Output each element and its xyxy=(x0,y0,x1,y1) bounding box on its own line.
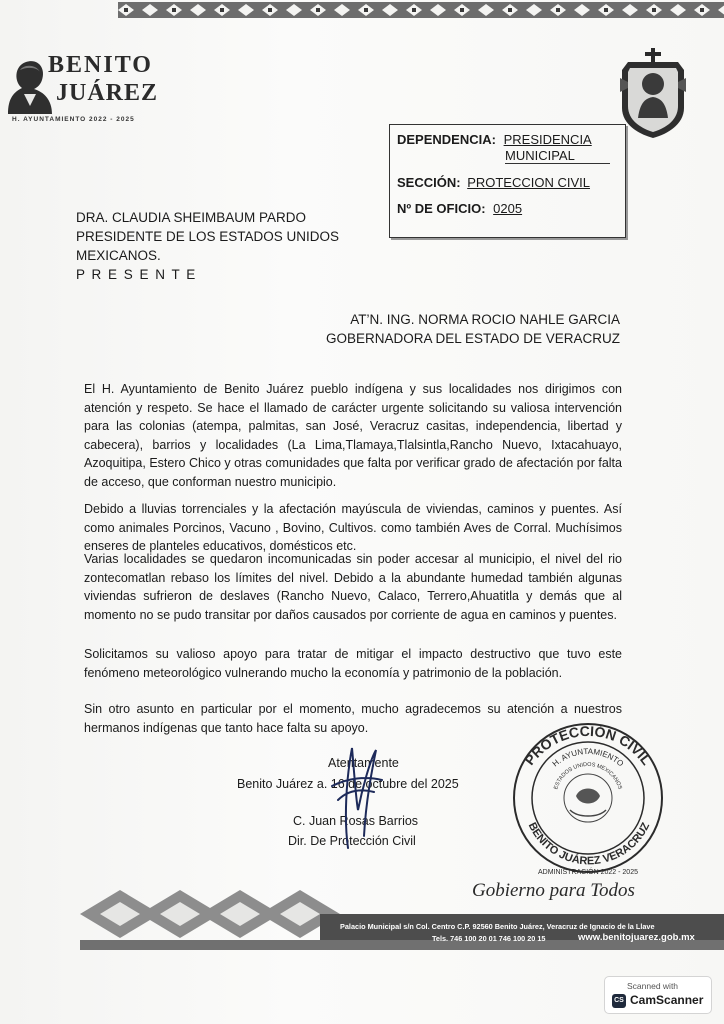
body-paragraph-2: Debido a lluvias torrenciales y la afectación mayúscula de viviendas, caminos y puentes. Así como animales Porcinos, Vacuno , Bovino, Cultivos. como también Aves de Corral. Muchísimos enseres de planteles educativos, domésticos etc. xyxy=(84,502,622,553)
seccion-value: PROTECCION CIVIL xyxy=(467,175,590,190)
logo-name-line1: BENITO xyxy=(48,52,153,78)
stamp-administration: ADMINISTRACIÓN 2022 - 2025 xyxy=(538,869,638,876)
dependency-info-box xyxy=(389,124,626,238)
seccion-label: SECCIÓN: xyxy=(397,175,461,190)
logo-subtitle: H. AYUNTAMIENTO 2022 - 2025 xyxy=(12,116,135,123)
body-paragraph-5: Sin otro asunto en particular por el momento, mucho agradecemos su atención a nuestros hermanos indígenas que tanto hace falta su apoyo. xyxy=(84,702,622,735)
logo-name-line2: JUÁREZ xyxy=(56,80,159,106)
dependencia-value-1: PRESIDENCIA xyxy=(503,132,592,147)
dependencia-value-2: MUNICIPAL xyxy=(505,148,610,164)
scanner-label: Scanned with xyxy=(627,981,679,991)
body-paragraph-3: Varias localidades se quedaron incomunicadas sin poder accesar al municipio, el nivel del rio zontecomatlan rebaso los límites del nivel. Debido a la abundante humedad también algunas viviendas sufrieron de deslaves (Rancho Nuevo, Calaco, Terrero,Ahuatitla y demás que al momento no se pudo transitar por daños causados por corriente de agua en caminos y puentes. xyxy=(84,552,622,622)
footer-website[interactable]: www.benitojuarez.gob.mx xyxy=(578,932,695,943)
stamp-inner-center: ESTADOS UNIDOS MEXICANOS xyxy=(553,761,623,791)
recipient-line2: PRESIDENTE DE LOS ESTADOS UNIDOS xyxy=(76,229,340,244)
recipient-line1: DRA. CLAUDIA SHEIMBAUM PARDO xyxy=(76,210,307,225)
signer-title: Dir. De Protección Civil xyxy=(288,834,416,848)
camscanner-icon: CS xyxy=(612,994,626,1008)
attention-line2: GOBERNADORA DEL ESTADO DE VERACRUZ xyxy=(325,331,620,346)
dependencia-label: DEPENDENCIA: xyxy=(397,132,496,147)
scanner-app-name: CamScanner xyxy=(630,993,704,1007)
body-paragraph-4: Solicitamos su valioso apoyo para tratar de mitigar el impacto destructivo que tuvo este fenómeno meteorológico vulnerando mucho la economía y patrimonio de la población. xyxy=(84,647,622,680)
svg-text:PROTECCIÓN CIVIL xyxy=(521,722,655,768)
stamp-inner-top: H. AYUNTAMIENTO xyxy=(550,746,626,769)
recipient-presente: P R E S E N T E xyxy=(76,267,197,282)
attention-block xyxy=(326,310,620,348)
recipient-line3: MEXICANOS. xyxy=(76,248,161,263)
stamp-outer-bottom: BENITO JUÁREZ VERACRUZ xyxy=(525,820,653,868)
handwritten-signature xyxy=(318,740,388,850)
footer-address: Palacio Municipal s/n Col. Centro C.P. 92560 Benito Juárez, Veracruz de Ignacio de la Llave xyxy=(340,922,655,931)
signer-name: C. Juan Rosas Barrios xyxy=(293,814,419,828)
stamp-outer-top: PROTECCIÓN CIVIL xyxy=(521,722,655,768)
attention-line1: AT’N. ING. NORMA ROCIO NAHLE GARCIA xyxy=(350,312,620,327)
svg-text:ESTADOS UNIDOS MEXICANOS xyxy=(553,762,623,791)
top-decorative-band xyxy=(118,0,724,22)
oficio-label: Nº DE OFICIO: xyxy=(397,201,486,216)
closing-place-date: Benito Juárez a. 16 de octubre del 2025 xyxy=(237,777,459,791)
recipient-block xyxy=(76,208,339,284)
body-paragraph-1: El H. Ayuntamiento de Benito Juárez pueblo indígena y sus localidades nos dirigimos con atención y respeto. Se hace el llamado de carácter urgente solicitando su valiosa intervención para las colonias (atempa, palmitas, san José, Veracruz casitas, independencia, libertad y cabecera), barrios y localidades (La Lima,Tlamaya,Tlalsintla,Rancho Nuevo, Ixtacahuayo, Azoquitipa, Estero Chico y otras comunidades que falta por verificar grado de afectación por falta de acceso, que conforman nuestro municipio. xyxy=(84,382,622,489)
footer-phones: Tels. 746 100 20 01 746 100 20 15 xyxy=(432,934,546,943)
oficio-value: 0205 xyxy=(493,201,523,216)
footer-slogan: Gobierno para Todos xyxy=(472,880,635,901)
camscanner-watermark xyxy=(604,976,712,1014)
proteccion-civil-stamp xyxy=(500,718,676,876)
closing-farewell: Atentamente xyxy=(328,756,399,770)
svg-text:BENITO JUÁREZ VERACRUZ xyxy=(526,821,653,868)
